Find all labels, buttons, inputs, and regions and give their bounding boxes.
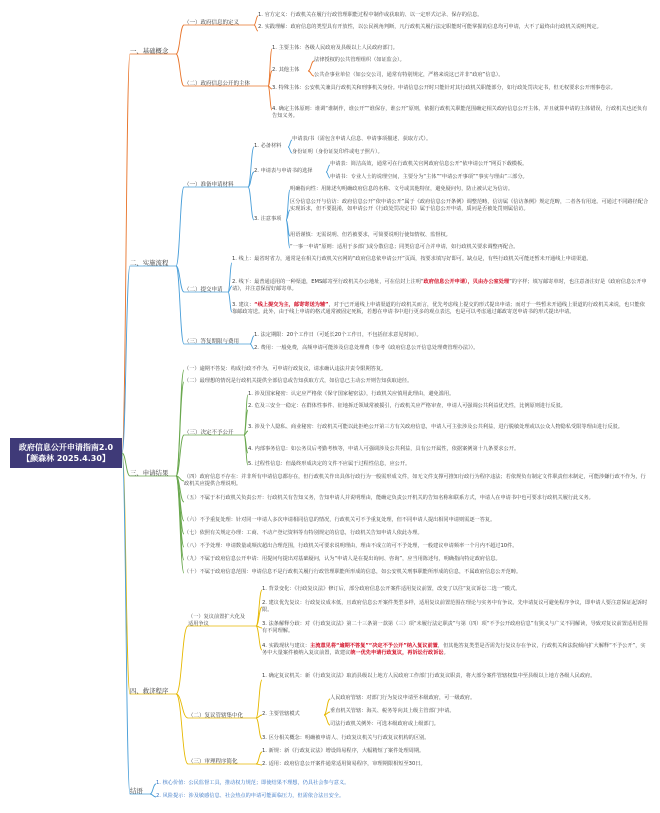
leaf-authorized-org: 法律授权的公共管理组织（如证监会）。 bbox=[314, 57, 405, 63]
connector-root-conclusion bbox=[122, 453, 130, 794]
node-deadline-fee[interactable]: （三）答复期限与费用 bbox=[184, 339, 240, 345]
connector-b1-s1 bbox=[176, 25, 184, 54]
leaf-background-change: 1. 背景变化：《行政复议法》修订后，部分政府信息公开案件适用复议前置，改变了以往“复议诉讼二选一”模式。 bbox=[262, 586, 521, 592]
leaf-notes: 3. 注意事项 bbox=[254, 216, 282, 222]
leaf-practice-advice: 4. 实践现状与建议：主流意见将“逾期不答复”“决定不予公开”纳入复议前置，但其他答复类型是否需先行复议存在争议，行政机关和法院倾向扩大解释“不予公开”，实务中大量案件被纳入复议前置，故建议统一优先申请行政复议，再诉讼行政诉讼。 bbox=[262, 643, 646, 656]
leaf-online-submit: 1. 线上：最省时省力，通常是在相关行政机关官网的“政府信息依申请公开”页面，按要求填写好即可。缺点是，有些行政机关可能还暂未开通线上申请渠道。 bbox=[232, 256, 592, 262]
leaf-explicit-pointing: 明确指向性：用陈述句明确政府信息的名称、文号或其他特征，避免疑问句，防止被认定为信访。 bbox=[290, 186, 514, 192]
branch-procedure[interactable]: 二、实施流程 bbox=[130, 259, 169, 267]
connector-b3-item3 bbox=[176, 476, 184, 481]
node-jurisdiction[interactable]: （二）复议管辖集中化 bbox=[188, 713, 244, 719]
node-prepare-materials[interactable]: （一）准备申请材料 bbox=[184, 182, 234, 188]
leaf-submit-advice: 3. 建议：“线上提交为主，邮寄寄送为辅”，对于已开通线上申请渠道的行政机关而言，优先考虑线上提交的形式提出申请；而对于一些暂未开通线上渠道的行政机关来说，也只能依靠邮政寄送。此外，由于线上申请的格式通常被固定死板，若想在申请书中进行更多的观点表达，也是可以考虑通过邮政寄送申请书的形式提出申请。 bbox=[232, 302, 645, 315]
node-submit-application[interactable]: （二）提交申请 bbox=[184, 287, 223, 293]
result-not-disclosure-app: （九）不属于政府信息公开申请：用提问句提出对基础疑问，认为“申请人是在提出询问、咨询”，应当用陈述句，明确指向特定政府信息。 bbox=[184, 556, 501, 562]
connector-b2-s1-sub0 bbox=[248, 147, 254, 187]
conclusion-risk: 2. 风险提示：涉及敏感信息、社会热点的申请可能面临压力，但需依合法且安全。 bbox=[156, 793, 345, 799]
branch-results[interactable]: 三、申请结果 bbox=[130, 469, 169, 477]
leaf-vertical-jurisdiction: 垂直机关管辖：海关、税务等向其上级主管部门申请。 bbox=[330, 708, 455, 714]
connector-b3-item2 bbox=[176, 435, 184, 476]
branch-conclusion[interactable]: 结语 bbox=[130, 787, 143, 795]
leaf-special-subject: 3. 特殊主体：公安机关兼具行政机关和刑事机关身份。申请信息公开时只能针对其行政机关职能部分，如行政处罚决定书，但无权要求公开刑事卷宗。 bbox=[272, 85, 616, 91]
connector-b3-item7 bbox=[176, 476, 184, 547]
root-title: 政府信息公开申请指南2.0 bbox=[18, 443, 114, 452]
leaf-one-matter-one-app: “一事一申请”原则：适用于多部门或分散信息；同类信息可合并申请，如行政机关要求调整再配合。 bbox=[290, 244, 519, 250]
connector-b3-item9 bbox=[176, 476, 184, 573]
connector-b3-item0 bbox=[176, 370, 184, 476]
branch-remedy[interactable]: 四、救济程序 bbox=[130, 687, 169, 695]
leaf-interpretation-divergence: 3. 法条解释分歧：对《行政复议法》第二十三条第一款第（三）项“未履行法定职责”与第（四）项“不予公开政府信息”有狭义与广义不同解读，导致对复议前置适用范围有不同理解。 bbox=[262, 621, 648, 634]
leaf-public-enterprise: 公共企事业单位（如公交公司，通常有特别规定，严格来说这已并非“政府”信息）。 bbox=[314, 72, 504, 78]
leaf-gov-jurisdiction: 人民政府管辖：对部门行为复议申请至本级政府，可一级政府。 bbox=[330, 695, 476, 701]
connector-root-results bbox=[122, 453, 130, 476]
result-not-processed: （八）不予处理：申请数量或频次超出合理范围，行政机关可要求说明理由，理由不成立的可不予处理，一般建议申请频率一个月内不超过10件。 bbox=[184, 543, 518, 549]
leaf-application-scope: 2. 适用：政府信息公开案件通常适用简易程序，审理期限相短至30日。 bbox=[262, 761, 426, 767]
node-reconsideration-scope[interactable]: （一）复议前置扩大化及适用争议 bbox=[188, 614, 246, 627]
refusal-state-secret: 1. 涉及国家秘密：认定应严格依《保守国家秘密法》，行政机关应慎用此理由，避免滥用。 bbox=[248, 391, 455, 397]
leaf-subject-principle: 4. 确定主体原则：谁调“谁制作，谁公开”“谁保存，谁公开”原则，依据行政机关职能范围确定相关政府信息公开主体，并且就算申请的主体错误，行政机关也还负有告知义务。 bbox=[272, 106, 648, 119]
connector-b2-s2 bbox=[176, 266, 184, 292]
node-gov-info-definition[interactable]: （一）政府信息的定义 bbox=[184, 20, 240, 26]
connector-b4-s3 bbox=[176, 694, 188, 764]
root-author: 【颜森林 2025.4.30】 bbox=[22, 454, 110, 463]
connector-b3-item8 bbox=[176, 476, 184, 560]
result-per-regulation: （七）依照有关规定办理：工商、不动产登记资料等有特别规定的信息，行政机关告知申请人依此办理。 bbox=[184, 530, 423, 536]
leaf-reconsideration-organ: 1. 确定复议机关：新《行政复议法》取消县级以上地方人民政府工作部门行政复议职责，将大部分案件管辖权集中至县级以上地方各级人民政府。 bbox=[262, 673, 596, 679]
connector-b3-item5 bbox=[176, 476, 184, 521]
leaf-official-definition: 1. 官方定义：行政机关在履行行政管理职能过程中制作或获取的、以一定形式记录、保存的信息。 bbox=[258, 12, 483, 18]
connector-b1-s2 bbox=[176, 54, 184, 86]
leaf-other-subject: 2. 其他主体 bbox=[272, 67, 300, 73]
connector-root-basic bbox=[122, 54, 130, 453]
connector-b2-s3 bbox=[176, 266, 184, 344]
leaf-form-vs-letter: 2. 申请表与申请书的选择 bbox=[254, 168, 313, 174]
result-not-gov-info: （十）不属于政府信息范围：申请信息不是行政机关履行行政管理职能所形成的信息，如公安机关刑事职能所形成的信息，不属政府信息公开范畴。 bbox=[184, 569, 522, 575]
leaf-id-proof: 身份证明（身份证复印件或电子照片）。 bbox=[292, 149, 383, 155]
leaf-required-materials: 1. 必备材料 bbox=[254, 143, 282, 149]
leaf-legal-deadline: 1. 法定期限：20个工作日（可延长20个工作日，不包括征求意见时间）。 bbox=[254, 332, 422, 338]
result-ideal: （二）最理想的情况是行政机关提供全部信息或告知获取方式，如信息已主动公开则告知获取途径。 bbox=[184, 378, 413, 384]
connector-root-procedure bbox=[122, 266, 130, 453]
refusal-process-info: 5. 过程性信息：但最终形成决定的文件不应属于过程性信息，应公开。 bbox=[248, 461, 411, 467]
connector-b4-s1 bbox=[176, 626, 188, 694]
refusal-stability: 2. 危及三安全一稳定：在群体性事件、征地拆迁领域常被援引，行政机关应严格审查，申请人可强调公共利益优先性，比例原则进行反驳。 bbox=[248, 403, 566, 409]
connector-root-remedy bbox=[122, 453, 130, 694]
node-simplified-procedure[interactable]: （三）审理程序简化 bbox=[188, 759, 238, 765]
leaf-jurisdiction-modes: 2. 主要管辖模式 bbox=[262, 711, 300, 717]
leaf-fee: 2. 费用：一般免费，高频申请可能涉及信息处理费（参考《政府信息公开信息处理费管理办法》）。 bbox=[254, 345, 479, 351]
leaf-offline-submit: 2. 线下：最普通适用的一种渠道，EMS邮寄至行政机关办公地址，可在信封上注明“政府信息公开申请），贝由办公室处理”的字样；填写邮寄单时，也注意备注好是《政府信息公开申请》，并注意保留好邮寄单。 bbox=[232, 279, 647, 292]
leaf-main-subject: 1. 主要主体：各级人民政府及县级以上人民政府部门。 bbox=[272, 45, 398, 51]
leaf-new-rule: 1. 新规：新《行政复议法》增设简易程序，大幅精短了案件处理周期。 bbox=[262, 748, 425, 754]
leaf-form-option: 申请表：简洁高效，通常可在行政机关官网政府信息公开“依申请公开”网页下载模板。 bbox=[330, 161, 528, 167]
refusal-internal-affairs: 4. 内部事务信息：如公务员后考勤考核等，申请人可强调涉及公共利益，具有公开属性，依据案例第十九条要求公开。 bbox=[248, 446, 520, 452]
node-refusal[interactable]: （三）决定不予公开 bbox=[184, 430, 234, 436]
result-not-exist: （四）政府信息不存在：并非所有申请信息都存在，但行政机关作出具体行政行为一般需形成文件，如无文件支撑可推知行政行为程序违法；若依规负有制定文件职责但未制定，可能涉嫌行政不作为，行政机关应提供合理说明。 bbox=[184, 474, 646, 487]
connector-b3-item1 bbox=[176, 382, 184, 476]
leaf-distinguish-concepts: 3. 区分相关概念：明确被申请人、行政复议机关与行政复议机构的区别。 bbox=[262, 735, 430, 741]
leaf-careful-wording: 用语谨慎：无需说明、但若被要求，可简要说明行使知情权、监督权。 bbox=[290, 232, 451, 238]
root-node[interactable] bbox=[10, 438, 122, 468]
connector-b3-refusal-leaf1 bbox=[244, 410, 248, 435]
connector-b3-item6 bbox=[176, 476, 184, 534]
leaf-application-form: 申请表/书（需包含申请人信息、申请事项描述、获取方式）。 bbox=[292, 136, 432, 142]
branch-basic-concepts[interactable]: 一、基础概念 bbox=[130, 47, 169, 55]
leaf-practical-understanding: 2. 实践理解：政府信息的类型具有开放性，以公民视角判断，凡行政机关履行法定职能时可能掌握的信息均可申请，大不了最终由行政机关说明判定。 bbox=[258, 24, 602, 30]
refusal-privacy: 3. 涉及个人隐私、商业秘密：行政机关可能以此拒绝公开第三方有关政府信息，申请人可主张涉及公共利益，进行脱敏处理或以公众人物隐私受限等理由进行反驳。 bbox=[248, 424, 623, 430]
result-not-responsible: （五）不属于本行政机关负责公开：行政机关有告知义务，告知申请人并说明理由，能确定负责公开机关的告知名称和联系方式，申请人在申请书中也可要求行政机关履行此义务。 bbox=[184, 495, 594, 501]
connector-b3-refusal-leaf2 bbox=[244, 431, 248, 435]
leaf-prefer-reconsideration: 2. 建议优先复议：行政复议成本低，且政府信息公开案件类型多样，适用复议前置范围在理论与实务中有争议。先申请复议可避免程序争议，即申请人要注意保证起诉时限。 bbox=[262, 600, 648, 613]
leaf-judicial-exception: 司法行政机关例外：可选本级政府或上级部门。 bbox=[330, 721, 439, 727]
connector-b4-s2 bbox=[176, 694, 188, 718]
result-no-repeat: （六）不予重复处理：针对同一申请人多次申请相同信息的情况，行政机关可不予重复处理，但不同申请人提出相同申请则需逐一答复。 bbox=[184, 517, 496, 523]
connector-b2-s1 bbox=[176, 187, 184, 266]
node-disclosure-subject[interactable]: （二）政府信息公开的主体 bbox=[184, 81, 251, 87]
leaf-letter-option: 申请书：专业人士的说理空间，主要分为“主体”“申请公开事项”“事实与理由”三部分。 bbox=[330, 174, 528, 180]
leaf-distinguish-petition: 区分信息公开与信访：政府信息公开“依申请公开”属于《政府信息公开条例》调整范畴，信访属《信访条例》规定范畴，二者各有用途。可通过不同路径配合实现诉求，但不要混淆，如申请公开《行政处罚决定书》属于信息公开申请，质问是否被处罚则属信访。 bbox=[290, 199, 649, 212]
result-overdue: （一）逾期不答复：构成行政不作为，可申请行政复议，请求确认违法并责令限期答复。 bbox=[184, 366, 387, 372]
connector-b3-item4 bbox=[176, 476, 184, 502]
conclusion-core-value: 1. 核心价值：公民监督工具，推动权力规范；即使结果不理想，仍具社会参与意义。 bbox=[156, 780, 350, 786]
